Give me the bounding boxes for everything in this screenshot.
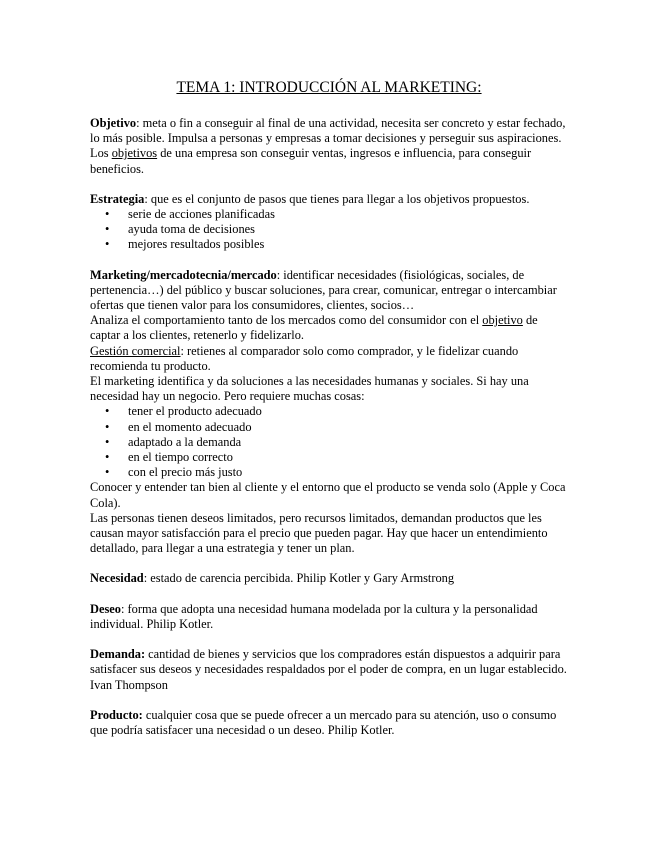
objetivo-p2-pre: Los: [90, 146, 112, 161]
list-item: • en el tiempo correcto: [128, 450, 568, 465]
objetivo-paragraph-2: [90, 146, 568, 176]
demanda-definition: [90, 647, 568, 693]
producto-text: cualquier cosa que se puede ofrecer a un mercado para su atención, uso o consumo que podría satisfacer una necesidad o un deseo. Philip Kotler.: [90, 707, 557, 737]
section-deseo: [90, 602, 568, 632]
estrategia-list: [90, 207, 568, 253]
marketing-paragraph-4: El marketing identifica y da soluciones a las necesidades humanas y sociales. Si hay una necesidad hay un negocio. Pero requiere muchas cosas:: [90, 374, 529, 404]
marketing-p3-post: : retienes al comparador solo como comprador, y le fidelizar cuando recomienda tu producto.: [90, 343, 519, 373]
list-item: • tener el producto adecuado: [128, 404, 568, 419]
section-producto: [90, 708, 568, 738]
estrategia-definition: [90, 192, 568, 207]
marketing-p2-pre: Analiza el comportamiento tanto de los mercados como del consumidor con el: [90, 313, 483, 328]
marketing-paragraph-3: [90, 344, 568, 374]
list-item: • mejores resultados posibles: [128, 237, 568, 252]
section-demanda: [90, 647, 568, 693]
term-demanda: Demanda:: [90, 647, 146, 662]
necesidad-text: : estado de carencia percibida. Philip Kotler y Gary Armstrong: [143, 571, 455, 586]
objetivo-p2-post: de una empresa son conseguir ventas, ingresos e influencia, para conseguir beneficios.: [90, 146, 532, 176]
list-item: • con el precio más justo: [128, 465, 568, 480]
document-content: [90, 79, 568, 753]
term-deseo: Deseo: [90, 601, 121, 616]
term-producto: Producto:: [90, 707, 143, 722]
producto-definition: [90, 708, 568, 738]
objetivo-underlined: objetivo: [482, 313, 523, 328]
objetivo-definition: [90, 116, 568, 146]
marketing-list: [90, 404, 568, 480]
marketing-text: : identificar necesidades (fisiológicas, sociales, de pertenencia…) del público y buscar soluciones, para crear, comunicar, entregar o intercambiar ofertas que tienen valor para los consumidores, clientes, socios…: [90, 267, 557, 313]
list-item: • adaptado a la demanda: [128, 435, 568, 450]
gestion-comercial-underlined: Gestión comercial: [90, 343, 181, 358]
marketing-definition: [90, 268, 568, 314]
deseo-definition: [90, 602, 568, 632]
list-item: • ayuda toma de decisiones: [128, 222, 568, 237]
term-estrategia: Estrategia: [90, 191, 145, 206]
document-title: TEMA 1: INTRODUCCIÓN AL MARKETING:: [176, 79, 482, 96]
section-necesidad: [90, 571, 568, 586]
term-necesidad: Necesidad: [90, 571, 144, 586]
marketing-paragraph-6: Las personas tienen deseos limitados, pero recursos limitados, demandan productos que les causan mayor satisfacción para el precio que pueden pagar. Hay que hacer un entendimiento detallado, para llegar a una estrategia y tener un plan.: [90, 510, 548, 556]
section-estrategia: [90, 192, 568, 253]
marketing-p2-post: de captar a los clientes, retenerlo y fidelizarlo.: [90, 313, 538, 343]
marketing-paragraph-5: Conocer y entender tan bien al cliente y el entorno que el producto se venda solo (Apple y Coca Cola).: [90, 480, 566, 510]
term-objetivo: Objetivo: [90, 116, 137, 130]
estrategia-text: : que es el conjunto de pasos que tienes para llegar a los objetivos propuestos.: [144, 191, 530, 206]
deseo-text: : forma que adopta una necesidad humana modelada por la cultura y la personalidad individual. Philip Kotler.: [90, 601, 538, 631]
section-marketing: [90, 268, 568, 557]
term-marketing: Marketing/mercadotecnia/mercado: [90, 267, 277, 282]
necesidad-definition: [90, 571, 568, 586]
objetivo-text: : meta o fin a conseguir al final de una actividad, necesita ser concreto y estar fechado, lo más posible. Impulsa a personas y empresas a tomar decisiones y perseguir sus aspiraciones.: [90, 116, 566, 146]
list-item: • en el momento adecuado: [128, 420, 568, 435]
marketing-paragraph-2: [90, 313, 568, 343]
list-item: • serie de acciones planificadas: [128, 207, 568, 222]
section-objetivo: [90, 116, 568, 177]
demanda-text: cantidad de bienes y servicios que los compradores están dispuestos a adquirir para satisfacer sus deseos y necesidades respaldados por el poder de compra, en un lugar establecido. Ivan Thompson: [90, 647, 567, 692]
objetivos-underlined: objetivos: [111, 146, 158, 161]
